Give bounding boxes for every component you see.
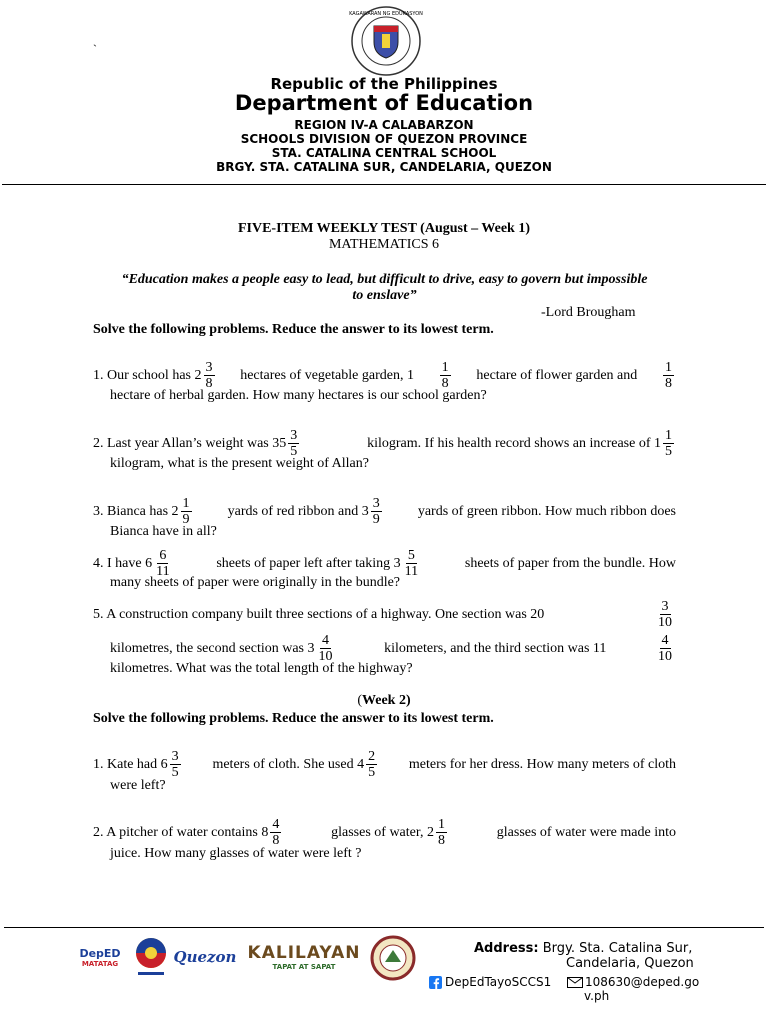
fraction: $\frac{3}{5}$ (290, 428, 298, 459)
fraction: $\frac{1}{8}$ (441, 360, 449, 391)
footer-address (474, 941, 692, 956)
quote-line-1: “Education makes a people easy to lead, but difficult to drive, easy to govern but impossible (121, 272, 648, 287)
question-1-week1-cont: hectare of herbal garden. How many hectares is our school garden? (110, 388, 487, 403)
question-2-week2-cont: juice. How many glasses of water were left ? (110, 846, 362, 861)
header-divider (2, 184, 766, 185)
address-line-1: Brgy. Sta. Catalina Sur, (542, 941, 693, 956)
week1-instructions: Solve the following problems. Reduce the answer to its lowest term. (93, 322, 494, 337)
question-5-week1-cont: kilometres. What was the total length of the highway? (110, 661, 413, 676)
fraction: $\frac{4}{10}$ (658, 633, 672, 664)
question-2-week1-cont: kilogram, what is the present weight of Allan? (110, 456, 369, 471)
school-seal-icon (370, 935, 416, 981)
fraction: $\frac{4}{8}$ (272, 817, 280, 848)
seal-text: KAGAWARAN NG EDUKASYON (349, 11, 423, 17)
fraction: $\frac{2}{5}$ (368, 749, 376, 780)
fraction: $\frac{5}{11}$ (404, 548, 419, 579)
question-4-week1: 4. I have 6 $\frac{6}{11}$ sheets of paper left after taking 3 $\frac{5}{11}$ sheets of paper from the bundle. How (93, 548, 676, 579)
fraction: $\frac{3}{10}$ (658, 599, 672, 630)
week2-heading: (Week 2) (357, 693, 411, 708)
fraction: $\frac{6}{11}$ (156, 548, 170, 579)
kalilayan-logo: KALILAYAN TAPAT AT SAPAT (247, 943, 361, 971)
deped-seal-icon (348, 6, 424, 76)
header-address-block (0, 118, 768, 174)
email-icon (567, 977, 583, 988)
question-5-week1: 5. A construction company built three sections of a highway. One section was 20 $\frac{3}{10}$ (93, 599, 672, 630)
question-2-week1: 2. Last year Allan’s weight was 35 $\frac{3}{5}$ kilogram. If his health record shows an increase of 1 $\frac{1}{5}$ (93, 428, 672, 459)
question-3-week1: 3. Bianca has 2 $\frac{1}{9}$ yards of red ribbon and 3 $\frac{3}{9}$ yards of green ribbon. How much ribbon does (93, 496, 676, 527)
test-title: FIVE-ITEM WEEKLY TEST (August – Week 1) (237, 221, 530, 236)
quote-line-2: to enslave” (352, 288, 417, 303)
fraction: $\frac{1}{9}$ (182, 496, 190, 527)
email-cont: v.ph (584, 989, 610, 1003)
address-line-2: Candelaria, Quezon (566, 956, 694, 971)
deped-matatag-logo: DepED MATATAG (79, 946, 121, 968)
fraction: $\frac{1}{8}$ (664, 360, 672, 391)
fraction: $\frac{1}{8}$ (437, 817, 445, 848)
email-contact[interactable]: 108630@deped.go (567, 975, 699, 989)
bagong-pilipinas-logo-icon (132, 935, 170, 979)
question-3-week1-cont: Bianca have in all? (110, 524, 217, 539)
fraction: $\frac{3}{9}$ (372, 496, 380, 527)
republic-line: Republic of the Philippines (270, 75, 498, 93)
division-line: SCHOOLS DIVISION OF QUEZON PROVINCE (240, 132, 528, 146)
facebook-contact[interactable]: DepEdTayoSCCS1 (429, 975, 551, 989)
week2-instructions: Solve the following problems. Reduce the answer to its lowest term. (93, 711, 494, 726)
department-title: Department of Education (234, 91, 534, 115)
barangay-line: BRGY. STA. CATALINA SUR, CANDELARIA, QUEZON (216, 160, 552, 174)
question-1-week1: 1. Our school has 2 $\frac{3}{8}$ hectares of vegetable garden, 1 $\frac{1}{8}$ hectare of flower garden and $\frac{1}{8}$ (93, 360, 672, 391)
test-subject: MATHEMATICS 6 (328, 237, 440, 252)
school-line: STA. CATALINA CENTRAL SCHOOL (271, 146, 497, 160)
address-label: Address: (474, 941, 539, 956)
stray-mark: ` (93, 42, 97, 56)
quote-author: -Lord Brougham (541, 305, 636, 320)
fraction: $\frac{3}{8}$ (205, 360, 213, 391)
question-1-week2: 1. Kate had 6 $\frac{3}{5}$ meters of cloth. She used 4 $\frac{2}{5}$ meters for her dress. How many meters of cloth (93, 749, 676, 780)
fraction: $\frac{1}{5}$ (665, 428, 672, 459)
question-2-week2: 2. A pitcher of water contains 8 $\frac{4}{8}$ glasses of water, 2 $\frac{1}{8}$ glasses of water were made into (93, 817, 676, 848)
quote (93, 272, 676, 304)
facebook-icon (429, 976, 442, 989)
footer-divider (4, 927, 764, 928)
fraction: $\frac{4}{10}$ (318, 633, 333, 664)
region-line: REGION IV-A CALABARZON (294, 118, 474, 132)
question-1-week2-cont: were left? (110, 778, 166, 793)
deped-quezon-logo: Quezon (173, 948, 237, 966)
question-5-week1-line2: kilometres, the second section was 3 $\frac{4}{10}$ kilometers, and the third section was 11 $\frac{4}{10}$ (110, 633, 672, 664)
question-4-week1-cont: many sheets of paper were originally in the bundle? (110, 575, 401, 590)
fraction: $\frac{3}{5}$ (171, 749, 179, 780)
